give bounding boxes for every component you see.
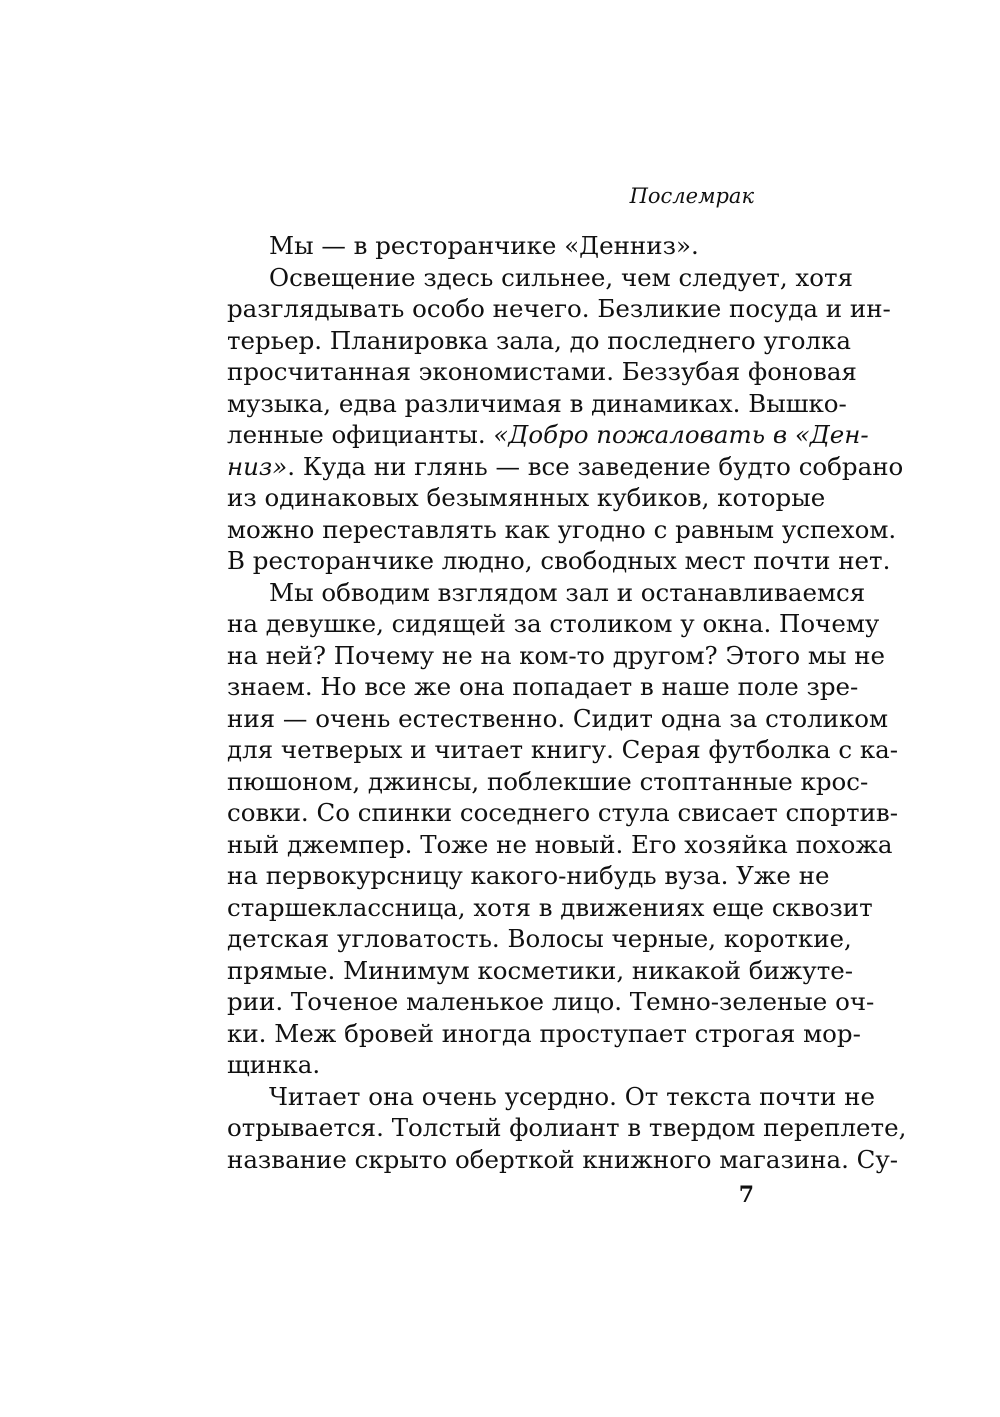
italic-phrase: «Добро пожаловать в «Ден- [493, 420, 869, 449]
text-segment: ленные официанты. [227, 420, 494, 449]
text-line: название скрыто оберткой книжного магазина. Су- [227, 1144, 899, 1174]
paragraph-1 [185, 230, 756, 262]
text-line-mixed [185, 419, 869, 451]
text-line: рии. Точеное маленькое лицо. Темно-зеленые оч- [227, 987, 875, 1016]
text-line: музыка, едва различимая в динамиках. Вышко- [227, 388, 847, 418]
text-line: прямые. Минимум косметики, никакой бижуте- [227, 955, 854, 985]
text-line-mixed [185, 451, 904, 483]
text-line: Мы — в ресторанчике «Денниз». [269, 231, 699, 260]
text-line: на ней? Почему не на ком-то другом? Этого мы не [227, 640, 886, 670]
text-line: из одинаковых безымянных кубиков, которые [227, 483, 826, 512]
text-line: терьер. Планировка зала, до последнего уголка [227, 325, 851, 355]
text-line: Освещение здесь сильнее, чем следует, хотя [269, 262, 854, 292]
text-line: ки. Меж бровей иногда проступает строгая мор- [227, 1018, 861, 1048]
text-line: разглядывать особо нечего. Безликие посуда и ин- [227, 294, 891, 323]
page-number: 7 [738, 1182, 754, 1208]
text-line: ния — очень естественно. Сидит одна за столиком [227, 703, 889, 733]
text-line: пюшоном, джинсы, поблекшие стоптанные крос- [227, 766, 869, 796]
paragraph-4 [185, 1081, 907, 1176]
text-line: щинка. [227, 1050, 321, 1079]
text-line: на девушке, сидящей за столиком у окна. Почему [227, 609, 880, 638]
text-line: детская угловатость. Волосы черные, короткие, [227, 924, 852, 953]
text-segment: . Куда ни глянь — все заведение будто собрано [287, 451, 904, 481]
text-line: можно переставлять как угодно с равным успехом. [227, 514, 897, 544]
text-line: знаем. Но все же она попадает в наше поле зре- [227, 672, 859, 701]
text-line: В ресторанчике людно, свободных мест почти нет. [227, 546, 891, 575]
text-line: Читает она очень усердно. От текста почти не [269, 1081, 875, 1111]
paragraph-2 [185, 262, 904, 577]
text-line: Мы обводим взглядом зал и останавливаемся [269, 577, 866, 607]
paragraph-3 [185, 577, 899, 1081]
text-line: для четверых и читает книгу. Серая футболка с ка- [227, 735, 899, 764]
text-line: совки. Со спинки соседнего стула свисает спортив- [227, 798, 898, 827]
running-head: Послемрак [629, 184, 754, 208]
text-line: старшеклассница, хотя в движениях еще сквозит [227, 892, 873, 922]
text-line: просчитанная экономистами. Беззубая фоновая [227, 357, 857, 386]
text-line: ный джемпер. Тоже не новый. Его хозяйка похожа [227, 829, 893, 859]
body-text [185, 230, 907, 1175]
text-line: отрывается. Толстый фолиант в твердом переплете, [227, 1113, 907, 1142]
text-line: на первокурсницу какого-нибудь вуза. Уже не [227, 861, 830, 890]
italic-phrase: низ» [227, 451, 288, 481]
